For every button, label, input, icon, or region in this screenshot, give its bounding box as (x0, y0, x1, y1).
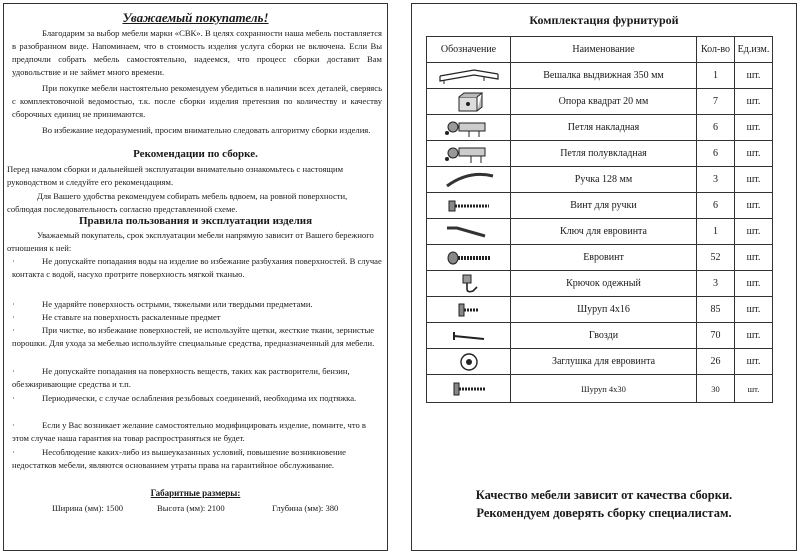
item-unit: шт. (735, 375, 773, 403)
item-name: Ручка 128 мм (511, 167, 697, 193)
handle-screw-icon (427, 193, 511, 219)
item-unit: шт. (735, 167, 773, 193)
item-unit: шт. (735, 219, 773, 245)
rules-heading: Правила пользования и эксплуатации изделия (78, 215, 313, 227)
item-unit: шт. (735, 271, 773, 297)
item-name: Евровинт (511, 245, 697, 271)
item-unit: шт. (735, 63, 773, 89)
item-name: Петля полувкладная (511, 141, 697, 167)
rule-item: Не ударяйте поверхность острыми, тяжелыми или твердыми предметами. (42, 299, 313, 309)
item-name: Винт для ручки (511, 193, 697, 219)
list-bullet: · (12, 256, 15, 266)
table-header-row (427, 37, 773, 63)
customer-notice-panel (3, 3, 388, 551)
rule-item: Не ставьте на поверхность раскаленные предмет (42, 312, 221, 322)
item-quantity: 52 (697, 245, 735, 271)
nail-icon (427, 323, 511, 349)
item-name: Петля накладная (511, 115, 697, 141)
table-row (427, 167, 773, 193)
intro-paragraph-3: Во избежание недоразумений, просим внимательно следовать алгоритму сборки изделия. (42, 125, 371, 135)
notice-title: Уважаемый покупатель! (122, 10, 269, 25)
handle-icon (427, 167, 511, 193)
item-quantity: 6 (697, 141, 735, 167)
table-row (427, 245, 773, 271)
table-row (427, 115, 773, 141)
assembly-heading: Рекомендации по сборке. (133, 148, 258, 160)
hex-key-icon (427, 219, 511, 245)
item-quantity: 85 (697, 297, 735, 323)
table-row (427, 89, 773, 115)
rule-item: Не допускайте попадания воды на изделие во избежание разбухания поверхностей. В случае контакта с водой, насухо протрите поверхность мягкой тканью. (12, 256, 382, 279)
item-unit: шт. (735, 245, 773, 271)
screw-4x16-icon (427, 297, 511, 323)
list-bullet: · (12, 366, 15, 376)
item-quantity: 1 (697, 63, 735, 89)
item-quantity: 1 (697, 219, 735, 245)
assembly-paragraph-2: Для Вашего удобства рекомендуем собирать мебель вдвоем, на ровной поверхности, соблюдая последовательность согласно представленной схеме. (7, 191, 348, 214)
hanger-rail-icon (427, 63, 511, 89)
euroscrew-cap-icon (427, 349, 511, 375)
item-name: Ключ для евровинта (511, 219, 697, 245)
table-row (427, 323, 773, 349)
rule-item: Не допускайте попадания на поверхность веществ, таких как растворители, бензин, обезжиривающие средства и т.п. (12, 366, 350, 389)
item-unit: шт. (735, 89, 773, 115)
item-quantity: 26 (697, 349, 735, 375)
intro-paragraph-2: При покупке мебели настоятельно рекомендуем убедиться в наличии всех деталей, сверяясь с комплектовочной ведомостью, т.к. после сборки изделия претензия по количеству и качеству сборочных единиц не принимаются. (12, 83, 382, 119)
table-row (427, 63, 773, 89)
header-name: Наименование (511, 37, 697, 63)
item-quantity: 3 (697, 271, 735, 297)
item-name: Заглушка для евровинта (511, 349, 697, 375)
intro-paragraph-1: Благодарим за выбор мебели марки «СВК». В целях сохранности наша мебель поставляется в разобранном виде. Напоминаем, что в стоимость изделия услуга сборки не включена. Если Вы предпочли собрать мебель самостоятельно, надеемся, что процесс сборки доставит Вам удовольствие и не займет много времени. (12, 28, 382, 77)
item-unit: шт. (735, 349, 773, 375)
quality-note-line-2: Рекомендуем доверять сборку специалистам. (476, 506, 732, 520)
list-bullet: · (12, 325, 15, 335)
table-row (427, 349, 773, 375)
dimension-depth: Глубина (мм): 380 (272, 503, 339, 513)
item-name: Опора квадрат 20 мм (511, 89, 697, 115)
item-quantity: 3 (697, 167, 735, 193)
rule-item: Если у Вас возникает желание самостоятельно модифицировать изделие, помните, что в этом случае наша гарантия на товар распространяться не будет. (12, 420, 366, 443)
quality-note-line-1: Качество мебели зависит от качества сборки. (475, 488, 733, 502)
rule-item: При чистке, во избежание поверхностей, не используйте щетки, жесткие ткани, зернистые порошки. Для ухода за мебелью используйте специальные средства, предназначенный для мебели. (12, 325, 375, 348)
item-quantity: 30 (697, 375, 735, 403)
hardware-kit-panel (411, 3, 797, 551)
dimension-height: Высота (мм): 2100 (157, 503, 225, 513)
list-bullet: · (12, 447, 15, 457)
table-row (427, 375, 773, 403)
item-quantity: 7 (697, 89, 735, 115)
table-row (427, 141, 773, 167)
euroscrew-icon (427, 245, 511, 271)
dimension-width: Ширина (мм): 1500 (52, 503, 124, 513)
header-unit: Ед.изм. (735, 37, 773, 63)
item-name: Крючок одежный (511, 271, 697, 297)
dimensions-title: Габаритные размеры: (150, 488, 241, 498)
rules-intro: Уважаемый покупатель, срок эксплуатации мебели напрямую зависит от Вашего бережного отношения к ней: (7, 230, 374, 253)
overlay-hinge-icon (427, 115, 511, 141)
item-name: Шуруп 4х30 (511, 375, 697, 403)
item-name: Вешалка выдвижная 350 мм (511, 63, 697, 89)
item-quantity: 6 (697, 193, 735, 219)
item-unit: шт. (735, 141, 773, 167)
table-row (427, 297, 773, 323)
list-bullet: · (12, 312, 15, 322)
assembly-paragraph-1: Перед началом сборки и дальнейшей эксплуатации внимательно ознакомьтесь с настоящим руководством и следуйте его рекомендациям. (7, 164, 344, 187)
hardware-table (426, 36, 773, 403)
rule-item: Несоблюдение каких-либо из вышеуказанных условий, повышение возникновение недостатков мебели, являются основанием утраты права на гарантийное обслуживание. (12, 447, 346, 470)
header-designation: Обозначение (427, 37, 511, 63)
table-row (427, 193, 773, 219)
rule-item: Периодически, с случае ослабления резьбовых соединений, необходима их подтяжка. (42, 393, 357, 403)
item-unit: шт. (735, 193, 773, 219)
item-name: Гвозди (511, 323, 697, 349)
list-bullet: · (12, 420, 15, 430)
item-unit: шт. (735, 297, 773, 323)
screw-4x30-icon (427, 375, 511, 403)
square-support-icon (427, 89, 511, 115)
list-bullet: · (12, 393, 15, 403)
table-row (427, 219, 773, 245)
list-bullet: · (12, 299, 15, 309)
table-row (427, 271, 773, 297)
hardware-kit-title: Комплектация фурнитурой (529, 13, 679, 27)
clothes-hook-icon (427, 271, 511, 297)
half-overlay-hinge-icon (427, 141, 511, 167)
header-quantity: Кол-во (697, 37, 735, 63)
item-quantity: 6 (697, 115, 735, 141)
item-unit: шт. (735, 323, 773, 349)
item-name: Шуруп 4х16 (511, 297, 697, 323)
item-quantity: 70 (697, 323, 735, 349)
item-unit: шт. (735, 115, 773, 141)
